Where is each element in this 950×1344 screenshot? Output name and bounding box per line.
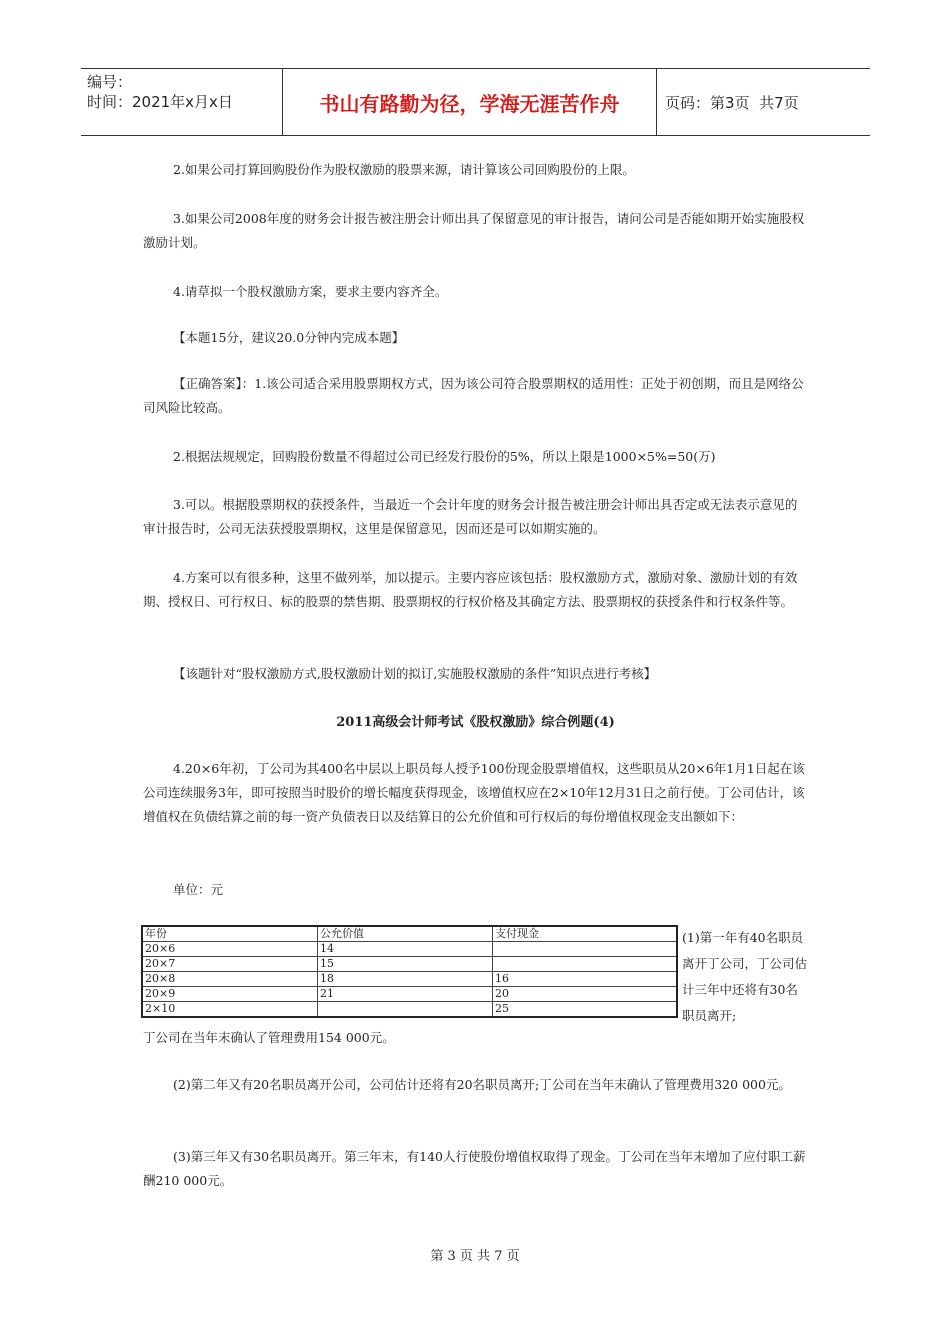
table-cell: 20×7 (142, 957, 318, 972)
table-header-cell: 公允价值 (318, 926, 493, 942)
table-cell: 2×10 (142, 1002, 318, 1018)
answer-3: 3.可以。根据股票期权的获授条件，当最近一个会计年度的财务会计报告被注册会计师出具否定或无法表示意见的审计报告时，公司无法获授股票期权，这里是保留意见，因而还是可以如期实施的。 (143, 497, 798, 536)
table-header-cell: 年份 (142, 926, 318, 942)
score-note: 【本题15分，建议20.0分钟内完成本题】 (173, 330, 405, 345)
page-footer: 第 3 页 共 7 页 (430, 1249, 520, 1264)
answer-1: 【正确答案】：1.该公司适合采用股票期权方式，因为该公司符合股票期权的适用性：正处于初创期，而且是网络公司风险比较高。 (143, 376, 804, 415)
table-cell: 16 (493, 972, 678, 987)
paragraph-q2: 2.如果公司打算回购股份作为股权激励的股票来源，请计算该公司回购股份的上限。 (173, 162, 635, 177)
table-cell: 20×6 (142, 942, 318, 957)
table-cell (493, 957, 678, 972)
table-cell: 20×8 (142, 972, 318, 987)
item-2: (2)第二年又有20名职员离开公司，公司估计还将有20名职员离开;丁公司在当年末确认了管理费用320 000元。 (173, 1077, 791, 1092)
table-cell: 21 (318, 987, 493, 1002)
table-cell: 14 (318, 942, 493, 957)
table-cell: 20×9 (142, 987, 318, 1002)
page-info: 页码：第3页 共7页 (665, 93, 799, 112)
table-cell (493, 942, 678, 957)
table-cell: 15 (318, 957, 493, 972)
table-row (142, 942, 677, 957)
table-header-cell: 支付现金 (493, 926, 678, 942)
item-1-side-text: (1)第一年有40名职员离开丁公司，丁公司估计三年中还将有30名职员离开; (682, 930, 808, 1023)
question-intro: 4.20×6年初，丁公司为其400名中层以上职员每人授予100份现金股票增值权，这些职员从20×6年1月1日起在该公司连续服务3年，即可按照当时股价的增长幅度获得现金，该增值权应在2×10年12月31日之前行使。丁公司估计，该增值权在负债结算之前的每一资产负债表日以及结算日的公允价值和可行权后的每份增值权现金支出额如下： (143, 761, 805, 824)
table-cell: 18 (318, 972, 493, 987)
table-cell: 20 (493, 987, 678, 1002)
table-cell (318, 1002, 493, 1018)
page-header (81, 68, 870, 136)
answer-2: 2.根据法规规定，回购股份数量不得超过公司已经发行股份的5%，所以上限是1000×5%=50(万) (173, 449, 716, 464)
paragraph-q3: 3.如果公司2008年度的财务会计报告被注册会计师出具了保留意见的审计报告，请问公司是否能如期开始实施股权激励计划。 (143, 211, 805, 250)
table-row (142, 957, 677, 972)
table-cell: 25 (493, 1002, 678, 1018)
section-title: 2011高级会计师考试《股权激励》综合例题(4) (336, 715, 615, 730)
item-3: (3)第三年又有30名职员离开。第三年末，有140人行使股份增值权取得了现金。丁公司在当年末增加了应付职工薪酬210 000元。 (143, 1149, 806, 1188)
knowledge-note: 【该题针对“股权激励方式,股权激励计划的拟订,实施股权激励的条件”知识点进行考核】 (173, 666, 657, 681)
paragraph-q4: 4.请草拟一个股权激励方案，要求主要内容齐全。 (173, 284, 448, 299)
table-header-row (142, 926, 677, 942)
number-label: 编号： (87, 73, 133, 91)
table-row (142, 987, 677, 1002)
date-line: 时间：2021年x月x日 (87, 93, 233, 111)
answer-4: 4.方案可以有很多种，这里不做列举，加以提示。主要内容应该包括：股权激励方式，激励对象、激励计划的有效期、授权日、可行权日、标的股票的禁售期、股票期权的行权价格及其确定方法、股票期权的获授条件和行权条件等。 (143, 570, 798, 609)
header-right-cell (657, 69, 870, 135)
table-row (142, 1002, 677, 1018)
header-left-cell (81, 69, 283, 135)
fair-value-table (141, 925, 678, 1018)
motto: 书山有路勤为径，学海无涯苦作舟 (283, 69, 657, 135)
unit-label: 单位：元 (173, 882, 224, 897)
item-1-tail: 丁公司在当年末确认了管理费用154 000元。 (143, 1030, 395, 1045)
table-row (142, 972, 677, 987)
